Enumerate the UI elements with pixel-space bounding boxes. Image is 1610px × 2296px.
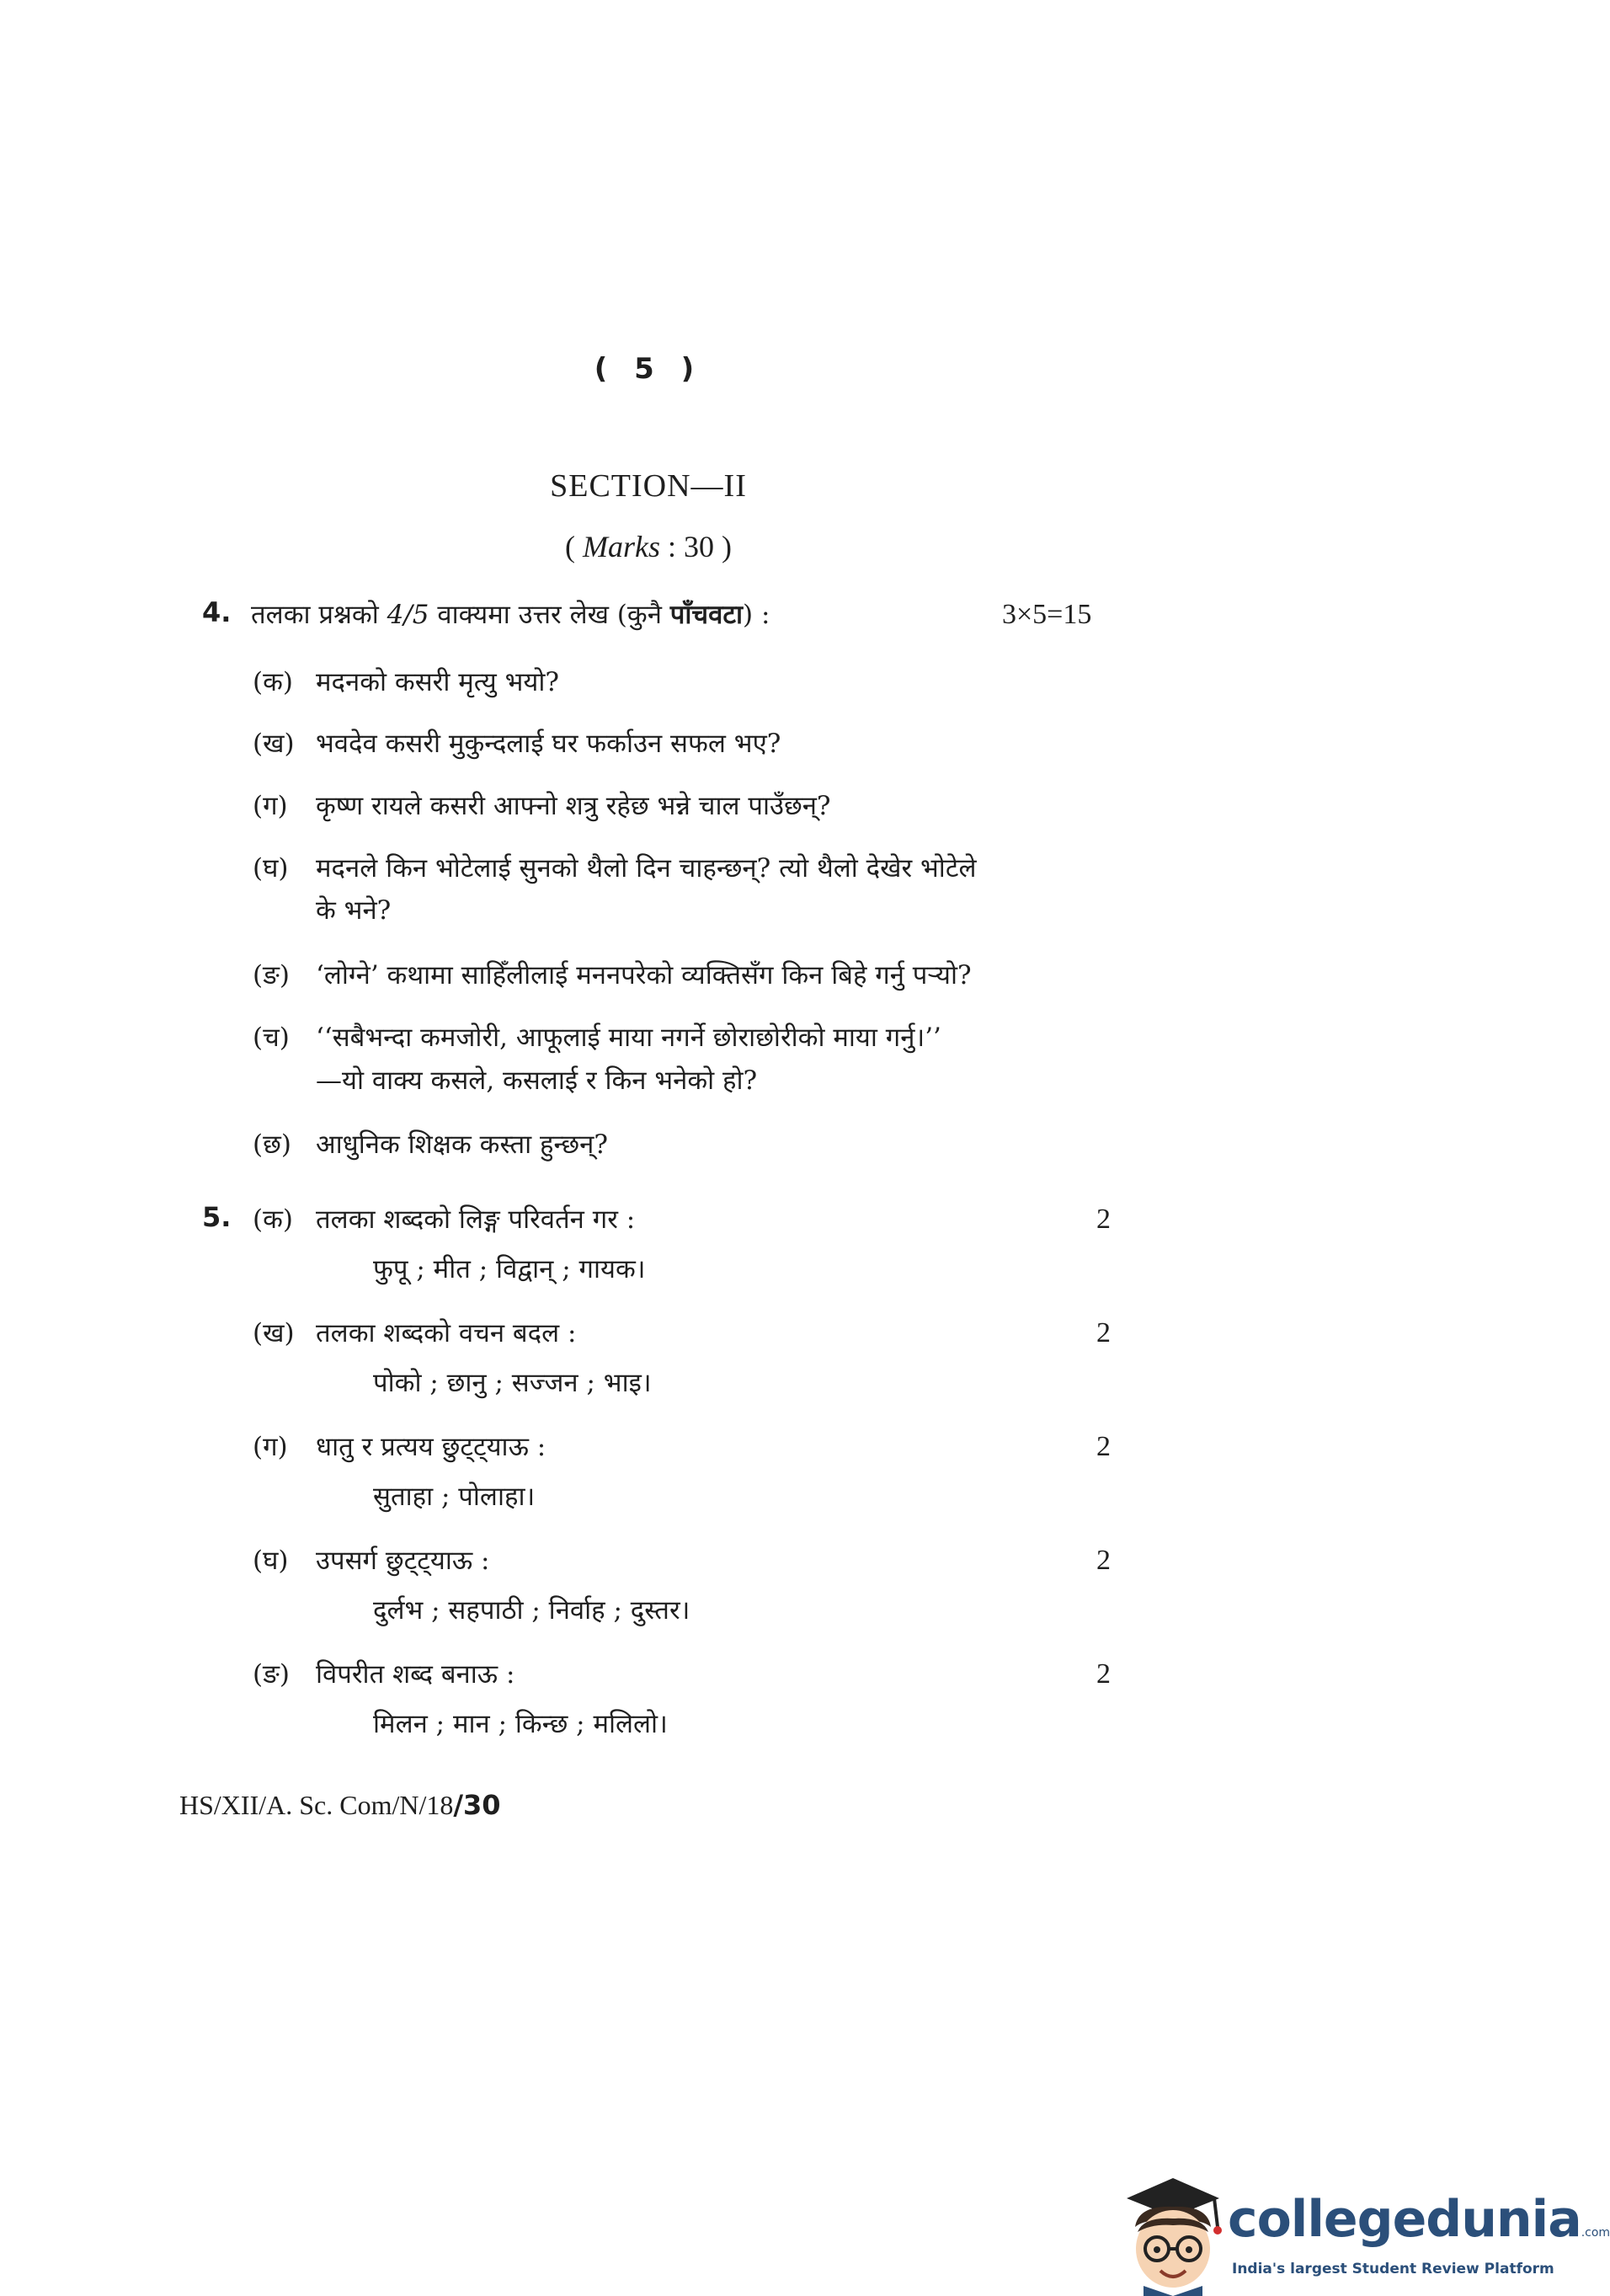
section-title: SECTION—II [550,468,747,504]
collegedunia-logo [1110,2171,1610,2296]
q5-item-words: फुपू ; मीत ; विद्वान् ; गायक। [373,1254,646,1284]
student-mascot-icon [1110,2171,1228,2296]
q5-item-marks: 2 [1096,1317,1111,1348]
q4-item-text: ‘लोग्ने’ कथामा साहिँलीलाई मननपरेको व्यक्तिसँग किन बिहे गर्नु पर्‍यो? [316,960,972,990]
q5-item-marks: 2 [1096,1545,1111,1576]
q4-item-label: (ङ) [253,960,290,990]
q4-item-label: (ख) [253,729,295,759]
page-number: ( 5 ) [594,352,703,386]
q5-item-prompt: उपसर्ग छुट्ट्याऊ : [316,1546,490,1576]
q4-item-text: भवदेव कसरी मुकुन्दलाई घर फर्काउन सफल भए? [316,729,781,759]
q5-item-marks: 2 [1096,1204,1111,1235]
paper-code: HS/XII/A. Sc. Com/N/18/30 [179,1789,501,1821]
q4-item-text: ‘‘सबैभन्दा कमजोरी, आफूलाई माया नगर्ने छोराछोरीको माया गर्नु।’’ [316,1023,941,1053]
q5-item-label: (ख) [253,1318,295,1348]
q4-item-text: मदनको कसरी मृत्यु भयो? [316,667,560,697]
q4-item-text-continued: —यो वाक्य कसले, कसलाई र किन भनेको हो? [316,1065,758,1096]
q5-item-words: पोको ; छानु ; सज्जन ; भाइ। [373,1368,652,1398]
marks-label: Marks [582,530,660,563]
q4-item-label: (च) [253,1023,290,1053]
q5-item-prompt: तलका शब्दको लिङ्ग परिवर्तन गर : [316,1204,636,1235]
q4-item-label: (क) [253,667,293,697]
q5-item-prompt: तलका शब्दको वचन बदल : [316,1318,577,1348]
q4-item-label: (घ) [253,853,289,884]
question-4-marks: 3×5=15 [1002,599,1092,630]
q4-item-text-continued: के भने? [316,895,392,926]
q5-item-words: दुर्लभ ; सहपाठी ; निर्वाह ; दुस्तर। [373,1595,690,1626]
q5-item-prompt: विपरीत शब्द बनाऊ : [316,1659,515,1690]
q4-item-label: (ग) [253,791,288,821]
q5-item-label: (क) [253,1204,293,1235]
logo-wordmark: collegedunia.com [1228,2190,1610,2249]
q5-item-label: (घ) [253,1546,289,1576]
q5-item-label: (ग) [253,1432,288,1462]
q4-item-label: (छ) [253,1129,291,1160]
answer-length: 4/5 [387,600,429,630]
logo-domain: .com [1581,2226,1610,2240]
required-count: पाँचवटा [669,600,743,630]
q5-item-label: (ङ) [253,1659,290,1690]
q5-item-marks: 2 [1096,1658,1111,1690]
logo-tagline: India's largest Student Review Platform [1232,2261,1554,2277]
q5-item-words: मिलन ; मान ; किन्छ ; मलिलो। [373,1709,668,1739]
q4-item-text: आधुनिक शिक्षक कस्ता हुन्छन्? [316,1129,608,1160]
question-4-number: 4. [202,596,232,628]
q4-item-text: कृष्ण रायले कसरी आफ्नो शत्रु रहेछ भन्ने चाल पाउँछन्? [316,791,831,821]
q5-item-prompt: धातु र प्रत्यय छुट्ट्याऊ : [316,1432,546,1462]
page-total: /30 [453,1789,501,1821]
marks-value: : 30 [667,530,714,563]
q5-item-marks: 2 [1096,1431,1111,1462]
question-4-prompt: तलका प्रश्नको 4/5 वाक्यमा उत्तर लेख (कुनै पाँचवटा) : [251,600,770,630]
question-5-number: 5. [202,1201,232,1233]
q4-item-text: मदनले किन भोटेलाई सुनको थैलो दिन चाहन्छन्? त्यो थैलो देखेर भोटेले [316,853,977,884]
q5-item-words: सुताहा ; पोलाहा। [373,1482,536,1512]
section-marks: ( Marks : 30 ) [564,530,732,563]
